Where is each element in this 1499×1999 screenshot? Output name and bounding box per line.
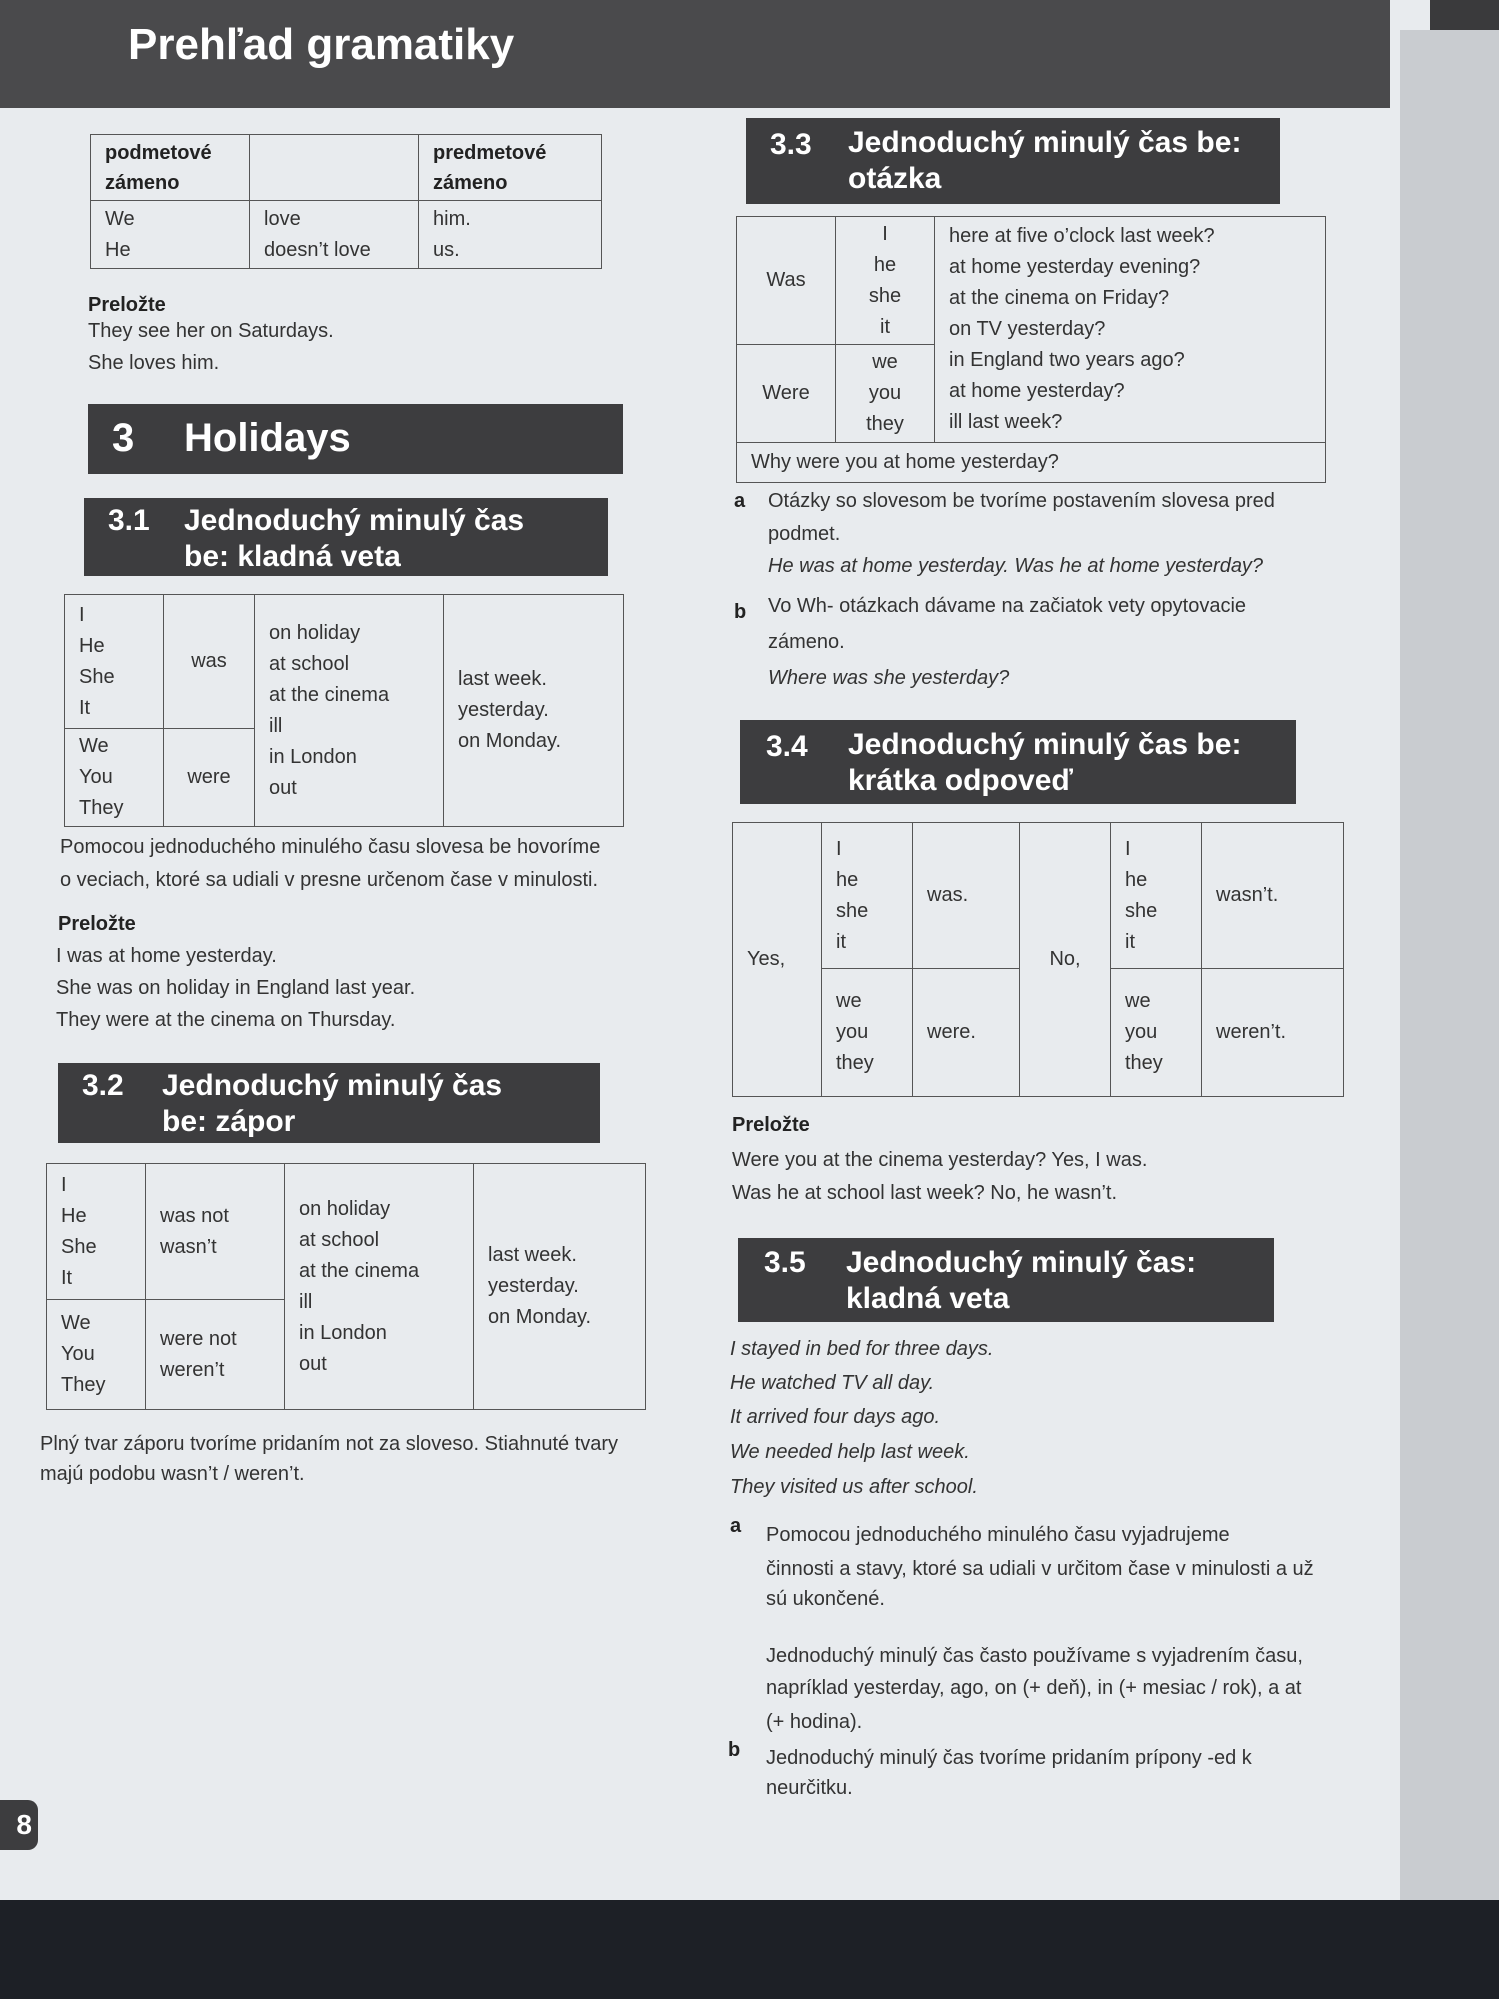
list-letter: b — [734, 601, 747, 623]
grammar-table-3-1 — [64, 594, 624, 827]
table-cell: was — [164, 595, 255, 729]
table-cell: were. — [913, 969, 1020, 1097]
table-cell: was not wasn’t — [146, 1164, 285, 1300]
section-number: 3.1 — [108, 504, 150, 537]
example-text: Where was she yesterday? — [768, 667, 1010, 689]
unit-number: 3 — [112, 416, 135, 460]
table-cell: last week. yesterday. on Monday. — [474, 1164, 646, 1410]
table-cell: I he she it — [836, 217, 935, 345]
example-text: They visited us after school. — [730, 1476, 978, 1498]
example-text: We needed help last week. — [730, 1441, 970, 1463]
explanation-text: Jednoduchý minulý čas tvoríme pridaním prípony -ed k — [766, 1747, 1252, 1769]
grammar-table-3-4 — [732, 822, 1344, 1097]
section-number: 3.2 — [82, 1069, 124, 1102]
translate-line: Were you at the cinema yesterday? Yes, I was. — [732, 1149, 1148, 1171]
section-heading-3-2 — [58, 1063, 600, 1143]
page-header — [0, 0, 1390, 108]
translate-label: Preložte — [88, 294, 166, 316]
translate-label: Preložte — [732, 1114, 810, 1136]
table-cell: we you they — [836, 345, 935, 443]
table-cell: Was — [737, 217, 836, 345]
translate-label: Preložte — [58, 913, 136, 935]
section-title-line2: otázka — [848, 162, 942, 195]
unit-title: Holidays — [184, 416, 351, 460]
list-letter: a — [730, 1515, 742, 1537]
table-header-cell: predmetové zámeno — [419, 135, 602, 201]
table-cell: on holiday at school at the cinema ill in London out — [255, 595, 444, 827]
translate-line: She was on holiday in England last year. — [56, 977, 416, 999]
explanation-text: o veciach, ktoré sa udiali v presne určenom čase v minulosti. — [60, 869, 599, 891]
table-cell: were not weren’t — [146, 1300, 285, 1410]
table-cell: Why were you at home yesterday? — [737, 443, 1326, 483]
page-title: Prehľad gramatiky — [128, 20, 515, 69]
table-cell: last week. yesterday. on Monday. — [444, 595, 624, 827]
table-cell: we you they — [822, 969, 913, 1097]
explanation-text: Vo Wh- otázkach dávame na začiatok vety opytovacie — [768, 595, 1247, 617]
section-number: 3.3 — [770, 128, 812, 161]
translate-line: She loves him. — [88, 352, 220, 374]
section-title-line2: be: zápor — [162, 1105, 296, 1138]
translate-line: They were at the cinema on Thursday. — [56, 1009, 396, 1031]
table-cell: was. — [913, 823, 1020, 969]
explanation-text: (+ hodina). — [766, 1711, 863, 1733]
section-number: 3.4 — [766, 730, 808, 763]
table-cell: Were — [737, 345, 836, 443]
table-cell: on holiday at school at the cinema ill in London out — [285, 1164, 474, 1410]
page-number: 8 — [0, 1800, 38, 1850]
explanation-text: zámeno. — [768, 631, 845, 653]
table-header-cell — [250, 135, 419, 201]
grammar-table-3-2 — [46, 1163, 646, 1410]
grammar-table-3-3 — [736, 216, 1326, 483]
explanation-text: Plný tvar záporu tvoríme pridaním not za sloveso. Stiahnuté tvary — [40, 1433, 619, 1455]
explanation-text: činnosti a stavy, ktoré sa udiali v určitom čase v minulosti a už — [766, 1558, 1314, 1580]
explanation-text: Pomocou jednoduchého minulého času vyjadrujeme — [766, 1524, 1230, 1546]
table-cell: were — [164, 729, 255, 827]
section-title-line2: be: kladná veta — [184, 540, 401, 573]
table-cell: here at five o’clock last week? at home yesterday evening? at the cinema on Friday? on TV yesterday? in England two years ago? at home yesterday? ill last week? — [935, 217, 1326, 443]
section-number: 3.5 — [764, 1246, 806, 1279]
explanation-text: Jednoduchý minulý čas často používame s vyjadrením času, — [766, 1645, 1303, 1667]
example-text: It arrived four days ago. — [730, 1406, 941, 1428]
example-text: He was at home yesterday. Was he at home yesterday? — [768, 555, 1264, 577]
table-cell: love doesn’t love — [250, 201, 419, 269]
explanation-text: majú podobu wasn’t / weren’t. — [40, 1463, 305, 1485]
table-cell: I he she it — [1111, 823, 1202, 969]
section-heading-3-1 — [84, 498, 608, 576]
table-cell: we you they — [1111, 969, 1202, 1097]
pronoun-table — [90, 134, 602, 269]
explanation-text: Pomocou jednoduchého minulého času slovesa be hovoríme — [60, 836, 601, 858]
table-cell: I He She It — [65, 595, 164, 729]
translate-line: Was he at school last week? No, he wasn’t. — [732, 1182, 1117, 1204]
section-title-line2: kladná veta — [846, 1282, 1010, 1315]
table-cell: We You They — [47, 1300, 146, 1410]
section-heading-3-5 — [738, 1238, 1274, 1322]
section-title: Jednoduchý minulý čas — [162, 1069, 503, 1102]
table-cell: We You They — [65, 729, 164, 827]
translate-line: I was at home yesterday. — [56, 945, 277, 967]
table-cell: I he she it — [822, 823, 913, 969]
explanation-text: podmet. — [768, 523, 841, 545]
table-cell: wasn’t. — [1202, 823, 1344, 969]
explanation-text: neurčitku. — [766, 1777, 853, 1799]
translate-line: They see her on Saturdays. — [88, 320, 334, 342]
section-title: Jednoduchý minulý čas: — [846, 1246, 1197, 1279]
table-cell: weren’t. — [1202, 969, 1344, 1097]
table-cell: We He — [91, 201, 250, 269]
example-text: I stayed in bed for three days. — [730, 1338, 994, 1360]
table-cell: Yes, — [733, 823, 822, 1097]
section-title: Jednoduchý minulý čas be: — [848, 126, 1242, 159]
table-cell: him. us. — [419, 201, 602, 269]
next-page-edge — [1400, 30, 1499, 1910]
list-letter: b — [728, 1739, 741, 1761]
section-heading-3-4 — [740, 720, 1296, 804]
table-header-cell: podmetové zámeno — [91, 135, 250, 201]
explanation-text: napríklad yesterday, ago, on (+ deň), in (+ mesiac / rok), a at — [766, 1677, 1302, 1699]
explanation-text: sú ukončené. — [766, 1588, 885, 1610]
table-cell: No, — [1020, 823, 1111, 1097]
section-title-line2: krátka odpoveď — [848, 764, 1073, 797]
background-surface — [0, 1900, 1499, 1999]
explanation-text: Otázky so slovesom be tvoríme postavením slovesa pred — [768, 490, 1275, 512]
list-letter: a — [734, 490, 746, 512]
example-text: He watched TV all day. — [730, 1372, 935, 1394]
section-title: Jednoduchý minulý čas be: — [848, 728, 1242, 761]
table-cell: I He She It — [47, 1164, 146, 1300]
unit-heading — [88, 404, 623, 474]
section-title: Jednoduchý minulý čas — [184, 504, 525, 537]
section-heading-3-3 — [746, 118, 1280, 204]
